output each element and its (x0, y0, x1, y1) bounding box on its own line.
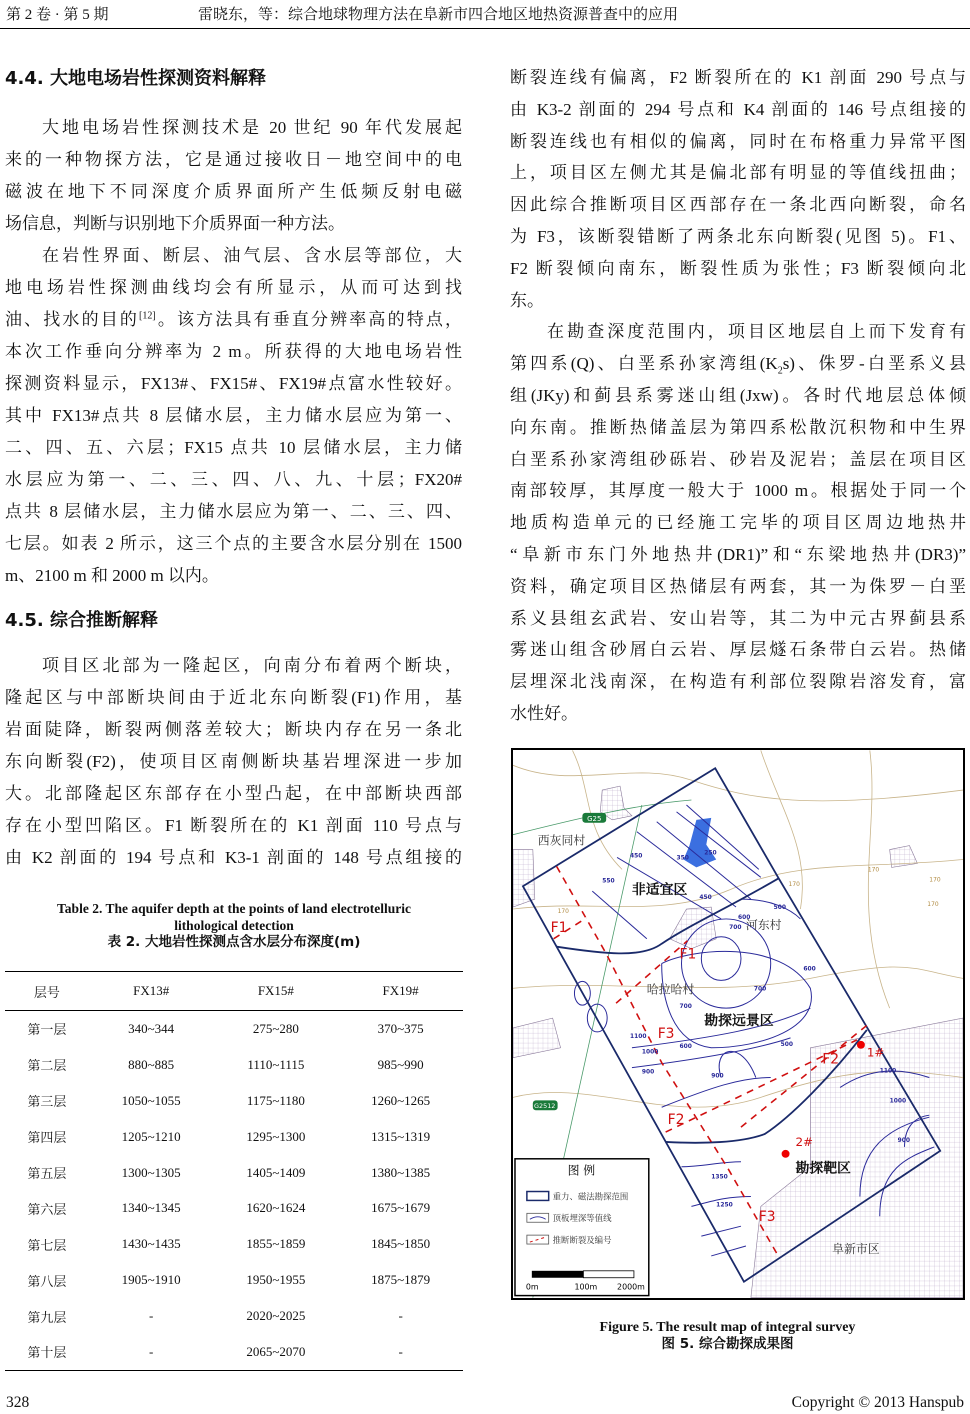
contour-label: 900 (711, 1072, 724, 1080)
text-line: 资料，确定项目区热储层有两套，其一为侏罗－白垩 (510, 576, 966, 596)
scale-label: 2000m (617, 1282, 645, 1292)
text-line: 地电场岩性探测曲线均会有所显示，从而可达到找 (5, 278, 462, 297)
text-line: 地质构造单元的已经施工完毕的项目区周边地热井 (510, 513, 966, 533)
paragraph (5, 650, 462, 874)
text: s)、侏罗-白垩系义县 (782, 354, 966, 374)
text-line: 项目区北部为一隆起区，向南分布着两个断块， (42, 656, 462, 675)
table-cell: 第七层 (27, 1237, 67, 1253)
running-title: 雷晓东，等：综合地球物理方法在阜新市四合地区地热资源普查中的应用 (198, 7, 679, 23)
table-cell: 第一层 (27, 1022, 67, 1038)
table-row (5, 1190, 463, 1226)
table-cell: 1845~1850 (371, 1236, 431, 1252)
table-caption (5, 900, 463, 951)
fault-label: F3 (657, 1025, 675, 1042)
table-cell: 第六层 (27, 1201, 67, 1217)
map-legend (515, 1159, 649, 1296)
elevation-label: 170 (867, 866, 880, 874)
contour-label: 350 (676, 854, 689, 862)
text-line: 断裂连线有偏离，F2 断裂所在的 K1 剖面 290 号点与 (510, 68, 966, 87)
table-cell: 1315~1319 (371, 1128, 431, 1144)
subscript: 2 (777, 365, 783, 377)
caption-zh: 表 2. 大地岩性探测点含水层分布深度(m) (107, 934, 361, 950)
text-line: 水层应为第一、二、三、四、八、九、十层；FX20# (5, 470, 462, 489)
scale-label: 100m (574, 1282, 598, 1292)
zone-label: 勘探远景区 (704, 1012, 774, 1029)
caption-en: Figure 5. The result map of integral survey (599, 1320, 856, 1335)
journal-issue: 第 2 卷 · 第 5 期 (6, 7, 109, 23)
scale-bar-white (583, 1271, 634, 1278)
text-line: 由 K2 剖面的 194 号点和 K3-1 剖面的 148 号点组接的 (5, 848, 462, 867)
zone-label: 非适宜区 (631, 882, 688, 899)
contour-label: 250 (704, 849, 717, 857)
well-label: 1# (866, 1045, 885, 1060)
table-cell: 1205~1210 (121, 1128, 181, 1144)
text-line: 在勘查深度范围内，项目区地层自上而下发育有 (547, 322, 966, 342)
caption-en: Table 2. The aquifer depth at the points of land electrotelluric (57, 901, 411, 916)
legend-item: 推断断裂及编号 (552, 1235, 612, 1246)
column-header: FX15# (214, 972, 339, 1011)
text-line (510, 348, 966, 380)
contour-label: 1000 (641, 1048, 659, 1056)
table-cell: 1340~1345 (121, 1200, 181, 1216)
contour-label: 450 (699, 894, 712, 902)
figure-caption (485, 1319, 970, 1353)
table-cell: 1380~1385 (371, 1164, 431, 1180)
left-column (5, 64, 462, 874)
table-cell: 1950~1955 (246, 1272, 306, 1288)
legend-item: 重力、磁法勘探范围 (552, 1191, 629, 1202)
table-row (5, 1262, 463, 1298)
well-point-2 (782, 1150, 790, 1158)
table-header-row (5, 972, 463, 1011)
caption-zh: 图 5. 综合勘探成果图 (661, 1336, 794, 1352)
table-row (5, 1298, 463, 1334)
fault-label: F1 (550, 919, 568, 936)
text-line: 水性好。 (510, 703, 578, 723)
fault-label: F3 (758, 1209, 776, 1226)
contour-label: 900 (641, 1068, 655, 1076)
text-line: 向东南。推断热储盖层为第四系松散沉积物和中生界 (510, 417, 966, 437)
text-line: 上，项目区左侧尤其是偏北部有明显的等值线扭曲； (510, 163, 966, 183)
text-line: 二、四、五、六层；FX15 点共 10 层储水层，主力储 (5, 438, 462, 457)
fault-label: F1 (679, 946, 697, 963)
text-line: 断裂连线也有相似的偏离，同时在布格重力异常平图 (510, 131, 966, 151)
table-row (5, 1083, 463, 1119)
text-line: 组(JKy)和蓟县系雾迷山组(Jxw)。各时代地层总体倾 (510, 385, 966, 405)
citation: [12] (139, 310, 156, 322)
elevation-label: 170 (788, 881, 800, 889)
contour-label: 1000 (889, 1097, 907, 1105)
text-line: 在岩性界面、断层、油气层、含水层等部位，大 (42, 246, 462, 265)
city-label: 阜新市区 (832, 1241, 880, 1256)
paragraph (510, 62, 966, 316)
table-row (5, 1011, 463, 1047)
text-line: 磁波在地下不同深度介质界面所产生低频反射电磁 (5, 182, 462, 201)
contour-label: 1100 (879, 1067, 897, 1075)
page-number: 328 (6, 1394, 30, 1411)
contour-label: 600 (679, 1042, 692, 1050)
scale-bar-black (532, 1271, 584, 1278)
table-cell: 1300~1305 (121, 1164, 181, 1180)
table-cell: 340~344 (128, 1020, 175, 1036)
road-label: G25 (587, 814, 602, 823)
text-line: 来的一种物探方法，它是通过接收日－地空间中的电 (5, 150, 462, 169)
table-cell: 370~375 (377, 1020, 424, 1036)
table-row (5, 1119, 463, 1155)
contour-label: 1350 (711, 1173, 728, 1181)
elevation-label: 170 (557, 907, 569, 915)
table-row (5, 1155, 463, 1191)
contour-label: 450 (629, 852, 643, 860)
table-cell: - (89, 1334, 214, 1370)
village-label: 哈拉哈村 (646, 982, 695, 997)
copyright: Copyright © 2013 Hanspub (791, 1394, 964, 1411)
table-cell: 1875~1879 (371, 1272, 431, 1288)
table-cell: 2065~2070 (214, 1334, 339, 1370)
text-line: 隆起区与中部断块间由于近北东向断裂(F1)作用，基 (5, 688, 462, 707)
contour-label: 700 (679, 1003, 692, 1011)
elevation-labels (558, 866, 941, 915)
contour-label: 550 (602, 877, 615, 885)
table-cell: 1430~1435 (121, 1236, 181, 1252)
table-cell: - (338, 1334, 463, 1370)
well-point-1 (857, 1041, 865, 1049)
contour-label: 1100 (629, 1032, 647, 1040)
table-cell: 第八层 (27, 1273, 67, 1289)
table-cell: 第九层 (27, 1309, 67, 1325)
survey-map (513, 750, 963, 1298)
table-cell: 第二层 (27, 1058, 67, 1074)
text: 。该方法具有垂直分辨率高的特点， (155, 310, 463, 329)
table-cell: 1675~1679 (371, 1200, 431, 1216)
text-line: 雾迷山组含砂屑白云岩、厚层燧石条带白云岩。热储 (510, 640, 966, 660)
table-cell: 1405~1409 (246, 1164, 306, 1180)
table-cell: 1260~1265 (371, 1092, 431, 1108)
fault-label: F2 (667, 1112, 685, 1129)
contour-label: 700 (753, 985, 767, 993)
caption-en-cont: lithological detection (174, 918, 294, 933)
well-label: 2# (795, 1134, 814, 1149)
table-cell: 985~990 (377, 1056, 424, 1072)
contour-label: 500 (773, 904, 787, 912)
text-line: 七层。如表 2 所示，这三个点的主要含水层分别在 1500 (5, 534, 462, 553)
column-header: 层号 (5, 972, 89, 1011)
table-cell: - (148, 1308, 154, 1324)
village-label: 西灰同村 (537, 833, 586, 848)
text-line (5, 304, 462, 336)
table-cell: 第四层 (27, 1130, 67, 1146)
text-line: 层埋深北浅南深，在构造有利部位裂隙岩溶发育，富 (510, 672, 966, 692)
table-cell: 1855~1859 (246, 1236, 306, 1252)
text-line: 东。 (510, 290, 544, 310)
legend-title: 图 例 (567, 1163, 596, 1178)
village-label: 河东村 (745, 917, 782, 932)
text-line: 存在小型凹陷区。F1 断裂所在的 K1 剖面 110 号点与 (5, 816, 462, 835)
text-line: 南部较厚，其厚度一般大于 1000 m。根据处于同一个 (510, 481, 966, 501)
text-line: F2 断裂倾向南东，断裂性质为张性；F3 断裂倾向北 (510, 258, 966, 278)
text-line: 大。北部隆起区东部存在小型凸起，在中部断块西部 (5, 784, 462, 803)
text-line: 东向断裂(F2)，使项目区南侧断块基岩埋深进一步加 (5, 752, 462, 771)
contour-label: 700 (729, 923, 742, 931)
contour-label: 600 (738, 913, 751, 921)
table-cell: 1620~1624 (246, 1200, 306, 1216)
fault-label: F2 (822, 1051, 840, 1068)
contour-label: 1250 (716, 1201, 733, 1209)
table-cell: 第十层 (5, 1334, 89, 1370)
text-line: 白垩系孙家湾组砂砾岩、砂岩及泥岩；盖层在项目区 (510, 449, 966, 469)
paragraph (5, 240, 462, 592)
paragraph (510, 316, 966, 729)
text-line: “阜新市东门外地热井(DR1)”和“东梁地热井(DR3)” (510, 544, 966, 564)
table-cell: 880~885 (128, 1056, 175, 1072)
elevation-label: 170 (929, 876, 941, 884)
contour-label: 900 (897, 1136, 910, 1144)
table-cell: 1050~1055 (121, 1092, 181, 1108)
text-line: 由 K3-2 剖面的 294 号点和 K4 剖面的 146 号点组接的 (510, 99, 966, 119)
contour-label: 600 (803, 965, 816, 973)
legend-item: 顶板埋深等值线 (552, 1213, 612, 1224)
text-line: 点共 8 层储水层，主力储水层应为第一、二、三、四、 (5, 502, 462, 521)
right-column (510, 62, 966, 730)
table-cell: 第五层 (27, 1166, 67, 1181)
scale-label: 0m (525, 1282, 539, 1292)
table-cell: 2020~2025 (246, 1308, 306, 1324)
table-row (5, 1226, 463, 1262)
section-heading-4-5: 4.5. 综合推断解释 (5, 610, 158, 631)
table-row (5, 1047, 463, 1083)
text-line: 其中 FX13#点共 8 层储水层，主力储水层应为第一、 (5, 406, 462, 425)
elevation-label: 170 (927, 901, 939, 909)
text: 油、找水的目的 (5, 310, 140, 329)
table-cell: 1110~1115 (247, 1056, 305, 1072)
table-row (5, 1334, 463, 1370)
running-header (0, 0, 970, 29)
contour-label: 500 (780, 1040, 794, 1048)
road-label: G2512 (534, 1102, 556, 1111)
table-cell: 1295~1300 (246, 1128, 306, 1144)
text-line: 岩面陡降，断裂两侧落差较大；断块内存在另一条北 (5, 720, 462, 739)
column-header: FX13# (89, 972, 214, 1011)
table-cell: 第三层 (27, 1094, 67, 1110)
aquifer-depth-table (5, 971, 463, 1371)
text-line: 探测资料显示，FX13#、FX15#、FX19#点富水性较好。 (5, 374, 462, 393)
table-cell: - (398, 1308, 403, 1324)
text-line: 本次工作垂向分辨率为 2 m。所获得的大地电场岩性 (5, 342, 462, 361)
text-line: 场信息，判断与识别地下介质界面一种方法。 (5, 214, 345, 233)
text-line: 为 F3，该断裂错断了两条北东向断裂(见图 5)。F1、 (510, 226, 966, 246)
paragraph (5, 112, 462, 240)
figure-5-map (511, 748, 965, 1300)
column-header: FX19# (338, 972, 463, 1011)
text-line: 大地电场岩性探测技术是 20 世纪 90 年代发展起 (42, 118, 462, 137)
section-heading-4-4: 4.4. 大地电场岩性探测资料解释 (5, 68, 266, 89)
table-cell: 1175~1180 (246, 1092, 305, 1108)
zone-label: 勘探靶区 (795, 1160, 851, 1177)
text-line: 因此综合推断项目区西部存在一条北西向断裂，命名 (510, 195, 966, 215)
table-cell: 1905~1910 (121, 1272, 181, 1288)
text-line: m、2100 m 和 2000 m 以内。 (5, 566, 219, 585)
table-cell: 275~280 (252, 1020, 299, 1036)
text: 第四系(Q)、白垩系孙家湾组(K (510, 354, 778, 374)
text-line: 系义县组玄武岩、安山岩等，其二为中元古界蓟县系 (510, 608, 966, 628)
